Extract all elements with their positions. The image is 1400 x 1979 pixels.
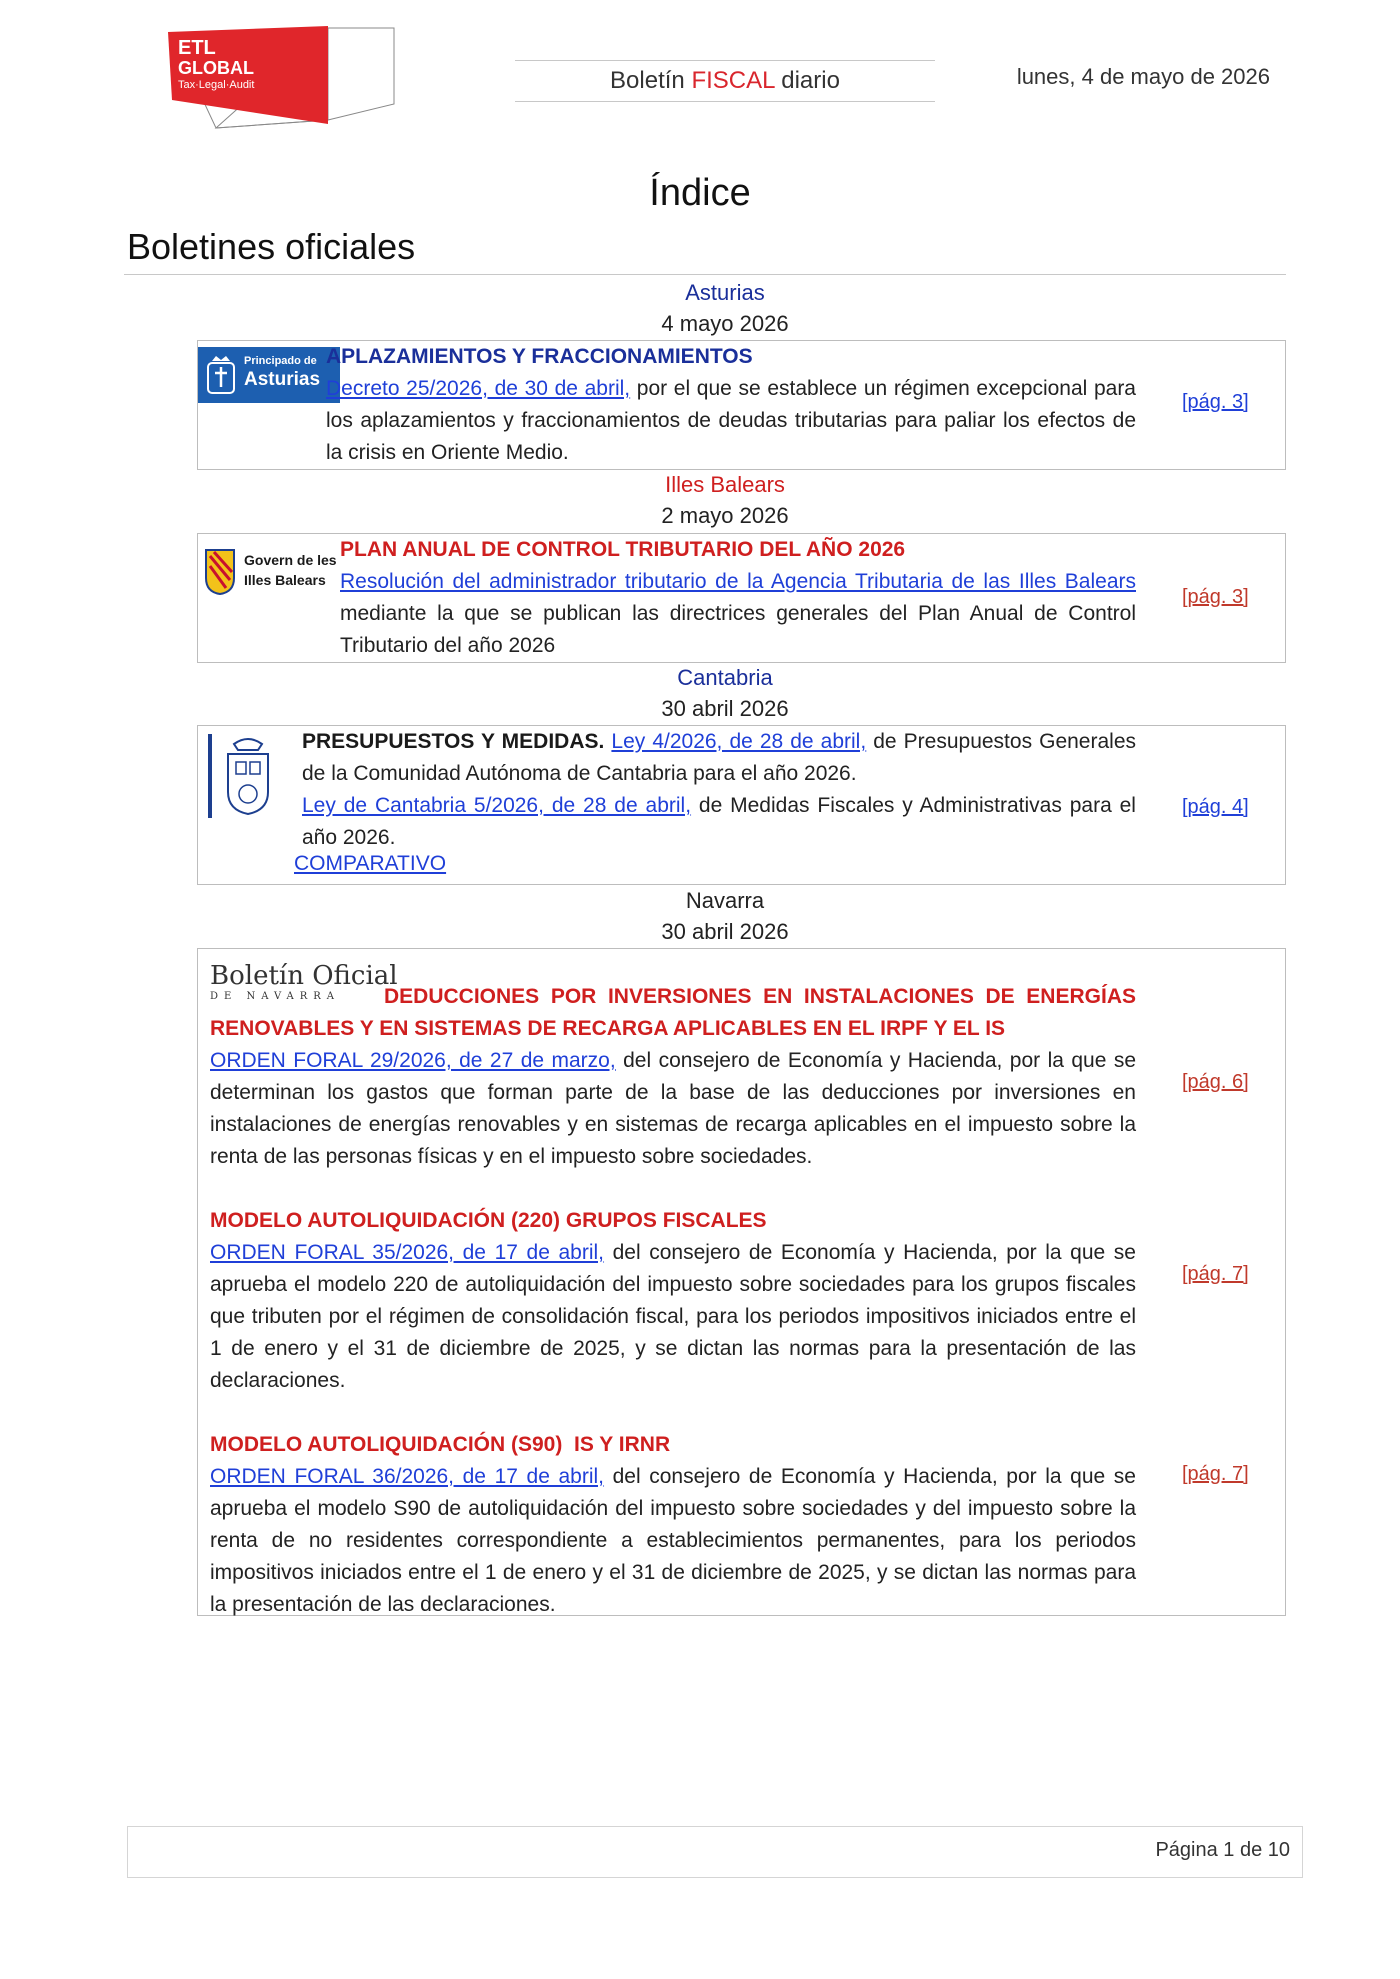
- region-illes-balears: Illes Balears: [665, 472, 785, 497]
- page-footer: [127, 1826, 1303, 1878]
- entry-text-cantabria-2: de Medidas Fiscales y Administrativas para el año 2026.: [302, 794, 1136, 849]
- region-cantabria: Cantabria: [677, 665, 773, 690]
- entry-box-illes-balears: [197, 533, 1286, 663]
- section-title: Boletines oficiales: [127, 226, 416, 267]
- entry-text-illes-balears: mediante la que se publican las directrices generales del Plan Anual de Control Tributario del año 2026: [340, 602, 1136, 657]
- entry-box-cantabria: [197, 725, 1286, 885]
- link-comparativo[interactable]: COMPARATIVO: [294, 852, 447, 875]
- entry-title-illes-balears: PLAN ANUAL DE CONTROL TRIBUTARIO DEL AÑO 2026: [340, 538, 906, 561]
- index-title: Índice: [649, 172, 751, 214]
- navarra-logo: Boletín Oficial DE NAVARRA: [210, 961, 398, 1002]
- etl-global-logo: [168, 24, 398, 134]
- entry-title-asturias: APLAZAMIENTOS Y FRACCIONAMIENTOS: [326, 345, 753, 368]
- region-navarra: Navarra: [685, 888, 765, 913]
- entry-text-cantabria-1: de Presupuestos Generales de la Comunidad Autónoma de Cantabria para el año 2026.: [302, 730, 1137, 785]
- bulletin-title: Boletín FISCAL diario: [515, 60, 935, 102]
- bulletin-title-accent: FISCAL: [691, 67, 775, 94]
- link-orden-foral-36-2026[interactable]: ORDEN FORAL 36/2026, de 17 de abril,: [210, 1465, 605, 1488]
- svg-text:GLOBAL: GLOBAL: [178, 58, 254, 78]
- link-ley-5-2026[interactable]: Ley de Cantabria 5/2026, de 28 de abril,: [302, 794, 692, 817]
- entry-box-navarra: [197, 948, 1286, 1616]
- entry-title-navarra-1: DEDUCCIONES POR INVERSIONES EN INSTALACIONES DE ENERGÍAS RENOVABLES Y EN SISTEMAS DE RECARGA APLICABLES EN EL IRPF Y EL IS: [210, 985, 1136, 1040]
- header-date: lunes, 4 de mayo de 2026: [1016, 64, 1270, 89]
- page-ref-cantabria[interactable]: [pág. 4]: [1182, 796, 1249, 818]
- entry-text-asturias: por el que se establece un régimen excepcional para los aplazamientos y fraccionamientos de deudas tributarias para paliar los efectos de la crisis en Oriente Medio.: [326, 377, 1136, 464]
- page-ref-navarra-1[interactable]: [pág. 6]: [1182, 1071, 1249, 1093]
- entry-box-asturias: [197, 340, 1286, 470]
- link-resolucion-atib[interactable]: Resolución del administrador tributario de la Agencia Tributaria de las Illes Balears: [340, 570, 1136, 593]
- entry-title-cantabria: PRESUPUESTOS Y MEDIDAS.: [302, 730, 605, 753]
- link-decreto-25-2026[interactable]: Decreto 25/2026, de 30 de abril,: [326, 377, 631, 400]
- date-cantabria: 30 abril 2026: [661, 696, 789, 721]
- baleares-logo: Govern de les Illes Balears: [204, 546, 354, 600]
- cantabria-logo-bar: [208, 734, 212, 818]
- entry-text-navarra-2: del consejero de Economía y Hacienda, por la que se aprueba el modelo 220 de autoliquidación del impuesto sobre sociedades para los grupos fiscales que tributen por el régimen de consolidación fiscal, para los periodos impositivos iniciados entre el 1 de enero y el 31 de diciembre de 2025, y se dictan las normas para la presentación de las declaraciones.: [210, 1241, 1136, 1392]
- date-navarra: 30 abril 2026: [661, 919, 789, 944]
- asturias-crest-icon: [206, 355, 236, 395]
- page-ref-asturias[interactable]: [pág. 3]: [1182, 391, 1249, 413]
- entry-title-navarra-3: MODELO AUTOLIQUIDACIÓN (S90) IS Y IRNR: [210, 1433, 671, 1456]
- link-orden-foral-35-2026[interactable]: ORDEN FORAL 35/2026, de 17 de abril,: [210, 1241, 605, 1264]
- link-ley-4-2026[interactable]: Ley 4/2026, de 28 de abril,: [611, 730, 867, 753]
- asturias-logo: Principado de Asturias: [198, 347, 340, 403]
- date-asturias: 4 mayo 2026: [661, 311, 789, 336]
- cantabria-crest-icon: [220, 734, 276, 820]
- page-ref-navarra-3[interactable]: [pág. 7]: [1182, 1463, 1249, 1485]
- page-number: Página 1 de 10: [1155, 1839, 1290, 1861]
- section-divider: [124, 274, 1286, 275]
- date-illes-balears: 2 mayo 2026: [661, 503, 789, 528]
- link-orden-foral-29-2026[interactable]: ORDEN FORAL 29/2026, de 27 de marzo,: [210, 1049, 616, 1072]
- entry-text-navarra-1: del consejero de Economía y Hacienda, por la que se determinan los gastos que forman parte de la base de las deducciones por inversiones en instalaciones de energías renovables y en sistemas de recarga aplicables en el impuesto sobre la renta de las personas físicas y en el impuesto sobre sociedades.: [210, 1049, 1136, 1168]
- svg-text:Tax·Legal·Audit: Tax·Legal·Audit: [178, 79, 255, 91]
- region-asturias: Asturias: [685, 280, 765, 305]
- page-ref-navarra-2[interactable]: [pág. 7]: [1182, 1263, 1249, 1285]
- page-ref-illes-balears[interactable]: [pág. 3]: [1182, 586, 1249, 608]
- entry-title-navarra-2: MODELO AUTOLIQUIDACIÓN (220) GRUPOS FISCALES: [210, 1209, 767, 1232]
- entry-text-navarra-3: del consejero de Economía y Hacienda, por la que se aprueba el modelo S90 de autoliquidación del impuesto sobre sociedades y del impuesto sobre la renta de no residentes correspondiente a establecimientos permanentes, para los periodos impositivos iniciados entre el 1 de enero y el 31 de diciembre de 2025, y se dictan las normas para la presentación de las declaraciones.: [210, 1465, 1136, 1616]
- baleares-shield-icon: [204, 548, 236, 596]
- svg-text:ETL: ETL: [178, 37, 216, 59]
